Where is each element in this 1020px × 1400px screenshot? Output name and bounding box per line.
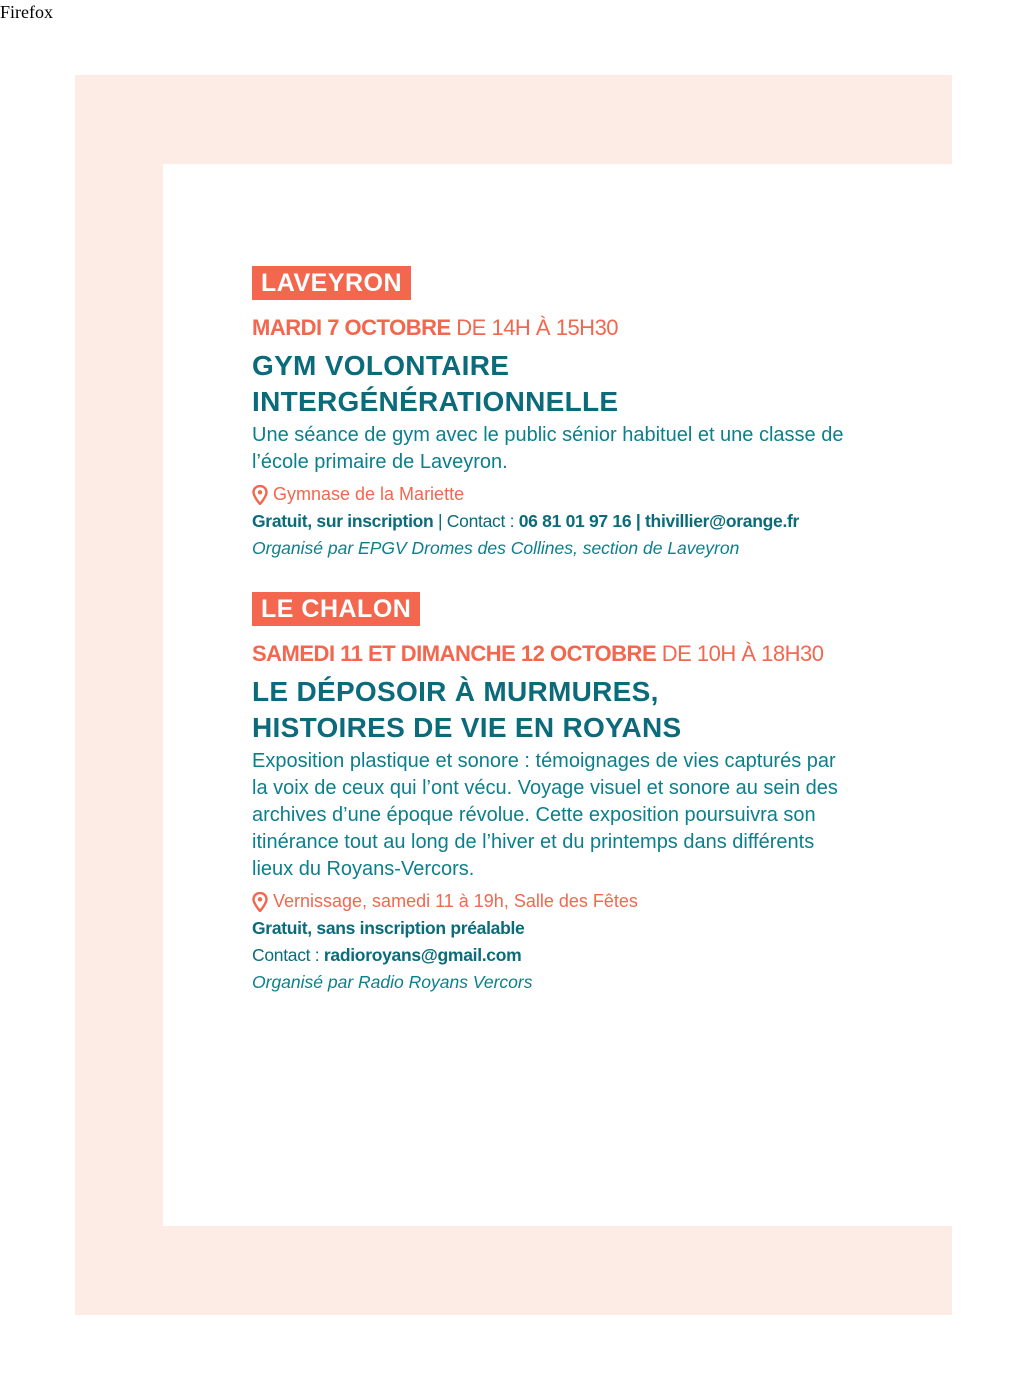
event-place: [252, 888, 892, 915]
event-description: Une séance de gym avec le public sénior habituel et une classe de l’école primaire de Laveyron.: [252, 424, 844, 473]
event-organizer: Organisé par Radio Royans Vercors: [252, 972, 533, 992]
location-pin-icon: [252, 892, 268, 912]
event-le-chalon: [252, 592, 892, 996]
event-title-line: INTERGÉNÉRATIONNELLE: [252, 386, 619, 417]
info-separator: | Contact :: [433, 511, 519, 531]
event-place: [252, 481, 892, 508]
event-info: [252, 508, 892, 535]
event-date-time: DE 14H À 15H30: [450, 315, 619, 340]
events-content: [252, 266, 892, 1026]
event-title: [252, 348, 892, 420]
event-place-label: Gymnase de la Mariette: [273, 484, 465, 504]
event-date: [252, 640, 892, 668]
browser-label: Firefox: [0, 2, 53, 22]
event-organizer: Organisé par EPGV Dromes des Collines, section de Laveyron: [252, 538, 740, 558]
location-tag: LAVEYRON: [252, 266, 411, 300]
location-tag: LE CHALON: [252, 592, 420, 626]
event-place-label: Vernissage, samedi 11 à 19h, Salle des Fêtes: [273, 891, 638, 911]
event-price: [252, 915, 892, 942]
event-date-day: SAMEDI 11 ET DIMANCHE 12 OCTOBRE: [252, 641, 657, 666]
event-title-line: GYM VOLONTAIRE: [252, 350, 510, 381]
event-price-label: Gratuit, sans inscription préalable: [252, 918, 525, 938]
contact-email[interactable]: radioroyans@gmail.com: [323, 945, 522, 965]
location-pin-icon: [252, 485, 268, 505]
event-description: Exposition plastique et sonore : témoignages de vies capturés par la voix de ceux qui l’ont vécu. Voyage visuel et sonore au sein des archives d’une époque révolue. Cette exposition poursuivra son itinérance tout au long de l’hiver et du printemps dans différents lieux du Royans-Vercors.: [252, 750, 838, 880]
event-price: Gratuit, sur inscription: [252, 511, 434, 531]
event-title-line: HISTOIRES DE VIE EN ROYANS: [252, 712, 682, 743]
event-contact: [252, 942, 892, 969]
event-laveyron: [252, 266, 892, 562]
event-title: [252, 674, 892, 746]
info-separator: |: [631, 511, 646, 531]
event-date-day: MARDI 7 OCTOBRE: [252, 315, 451, 340]
contact-label: Contact :: [252, 945, 324, 965]
event-date: [252, 314, 892, 342]
event-title-line: LE DÉPOSOIR À MURMURES,: [252, 676, 659, 707]
event-date-time: DE 10H À 18H30: [656, 641, 824, 666]
contact-email[interactable]: thivillier@orange.fr: [645, 511, 800, 531]
contact-phone[interactable]: 06 81 01 97 16: [518, 511, 632, 531]
